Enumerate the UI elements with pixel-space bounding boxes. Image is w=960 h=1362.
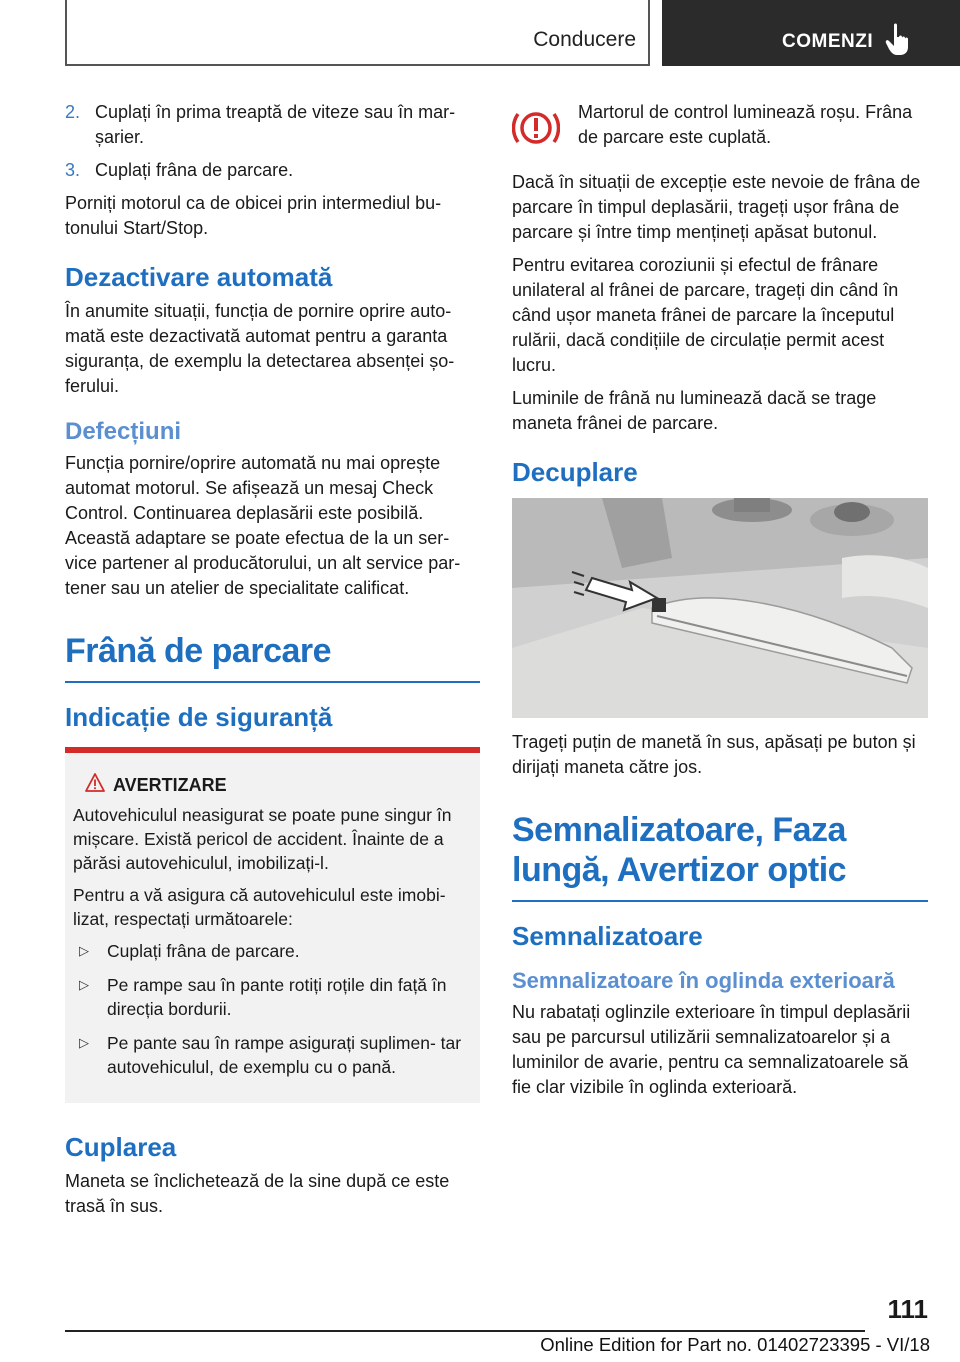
warning-box bbox=[65, 747, 480, 1103]
paragraph: Dacă în situații de excepție este nevoie de frâna de parcare în timpul deplasării, trageți ușor frâna de parcare și între timp mențineți apăsat butonul. bbox=[512, 172, 921, 242]
list-item bbox=[65, 158, 480, 183]
step-number: 2. bbox=[65, 102, 81, 122]
step-text: Cuplați în prima treaptă de viteze sau în mar‐ șarier. bbox=[95, 102, 456, 147]
list-item bbox=[73, 973, 472, 1021]
chapter-tab[interactable] bbox=[662, 0, 960, 66]
heading-dezactivare: Dezactivare automată bbox=[65, 262, 333, 292]
heading-rule bbox=[512, 900, 928, 902]
bullet-triangle-icon: ▷ bbox=[79, 976, 89, 992]
header-divider bbox=[648, 0, 650, 66]
bullet-triangle-icon: ▷ bbox=[79, 1034, 89, 1050]
left-column bbox=[65, 100, 480, 1227]
paragraph: Pentru a vă asigura că autovehiculul este imobi‐ lizat, respectați următoarele: bbox=[73, 884, 446, 929]
list-item bbox=[73, 939, 472, 963]
right-column bbox=[512, 100, 928, 1108]
step-text: Cuplați frâna de parcare. bbox=[95, 160, 294, 180]
section-title: Conducere bbox=[533, 28, 636, 51]
parking-brake-photo bbox=[512, 498, 928, 718]
paragraph: Porniți motorul ca de obicei prin intermediul bu‐ tonului Start/Stop. bbox=[65, 193, 442, 238]
chapter-title: COMENZI bbox=[782, 31, 874, 52]
bullet-triangle-icon: ▷ bbox=[79, 942, 89, 958]
paragraph: Maneta se înclichetează de la sine după ce este trasă în sus. bbox=[65, 1170, 450, 1216]
hand-pointer-icon bbox=[884, 22, 914, 56]
heading-indicatie: Indicație de siguranță bbox=[65, 701, 333, 732]
heading-semnalizatoare-big: Semnalizatoare, Faza lungă, Avertizor optic bbox=[512, 811, 847, 889]
heading-defectiuni: Defecțiuni bbox=[65, 418, 182, 445]
warning-triangle-icon bbox=[85, 773, 105, 792]
header-divider bbox=[65, 0, 67, 66]
list-item bbox=[73, 1031, 472, 1079]
bullet-text: Pe pante sau în rampe asigurați suplimen‐ tar autovehiculul, de exemplu cu o pană. bbox=[107, 1032, 462, 1077]
bullet-text: Cuplați frâna de parcare. bbox=[107, 940, 300, 961]
paragraph: Nu rabatați oglinzile exterioare în timpul deplasării sau pe parcursul utilizării semnalizatoarelor și a luminilor de avarie, pentru ca semnalizatoarele să fie clar vizibile în oglinda exterioară. bbox=[512, 1001, 911, 1097]
warning-title-text: AVERTIZARE bbox=[113, 774, 227, 795]
indicator-row bbox=[512, 100, 928, 160]
footer-edition: Online Edition for Part no. 01402723395 - VI/18 bbox=[540, 1334, 930, 1355]
heading-cuplarea: Cuplarea bbox=[65, 1131, 177, 1162]
page-header bbox=[0, 0, 960, 68]
header-divider bbox=[65, 64, 650, 66]
warning-title bbox=[73, 773, 472, 797]
paragraph: Luminile de frână nu luminează dacă se trage maneta frânei de parcare. bbox=[512, 388, 877, 433]
paragraph: Pentru evitarea coroziunii și efectul de frânare unilateral al frânei de parcare, trageți din când în când ușor maneta frânei de parcare la începutul rulării, dacă condițiile de circulație permit acest lucru. bbox=[512, 255, 899, 375]
heading-rule bbox=[65, 681, 480, 683]
heading-semnalizatoare: Semnalizatoare bbox=[512, 920, 703, 951]
parking-brake-warning-icon bbox=[512, 108, 560, 148]
heading-oglinda: Semnalizatoare în oglinda exterioară bbox=[512, 967, 895, 993]
footer-rule bbox=[65, 1330, 865, 1332]
bullet-text: Pe rampe sau în pante rotiți roțile din față în direcția bordurii. bbox=[107, 974, 447, 1019]
indicator-text: Martorul de control luminează roșu. Frâna de parcare este cuplată. bbox=[578, 102, 913, 147]
paragraph: Autovehiculul neasigurat se poate pune singur în mișcare. Există pericol de accident. Înainte de a părăsi autovehiculul, imobilizați-l. bbox=[73, 804, 452, 873]
page-number: 111 bbox=[887, 1294, 928, 1324]
paragraph: În anumite situații, funcția de pornire oprire auto‐ mată este dezactivată automat pentru a garanta siguranța, de exemplu la detectarea absenței șo‐ ferului. bbox=[65, 301, 455, 396]
list-item bbox=[65, 100, 480, 150]
paragraph: Trageți puțin de manetă în sus, apăsați pe buton și dirijați maneta către jos. bbox=[512, 732, 916, 777]
step-number: 3. bbox=[65, 160, 81, 180]
paragraph: Funcția pornire/oprire automată nu mai oprește automat motorul. Se afișează un mesaj Check Control. Continuarea deplasării este posibilă. Această adaptare se poate efectua de la un ser‐ vice partener al producătorului, un alt service par‐ tener sau un atelier de specialitate calificat. bbox=[65, 453, 461, 598]
heading-decuplare: Decuplare bbox=[512, 457, 638, 487]
heading-frana-de-parcare: Frână de parcare bbox=[65, 632, 332, 670]
